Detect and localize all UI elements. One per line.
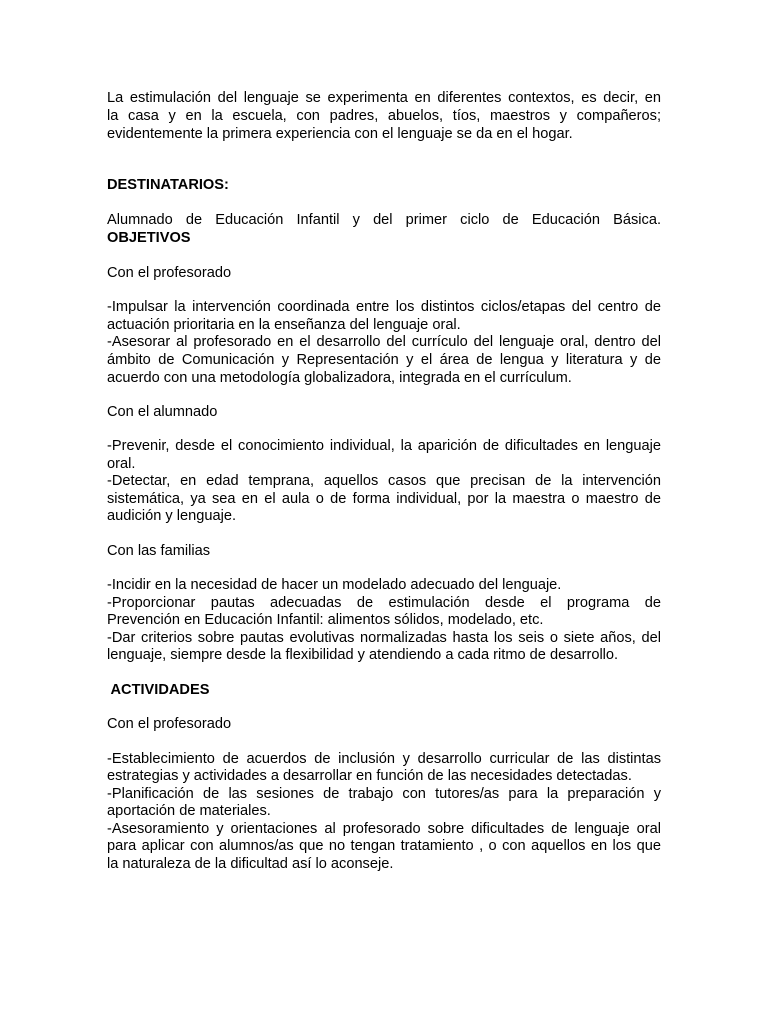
destinatarios-text: Alumnado de Educación Infantil y del primer ciclo de Educación Básica. (107, 212, 661, 228)
destinatarios-heading: DESTINATARIOS: (107, 177, 229, 193)
paragraph-line: -Proporcionar pautas adecuadas de estimulación desde el programa de (107, 595, 661, 611)
section-label: Con las familias (107, 543, 211, 559)
paragraph-line: -Dar criterios sobre pautas evolutivas normalizadas hasta los seis o siete años, del (107, 630, 661, 646)
paragraph-line: lenguaje, siempre desde la flexibilidad y atendiendo a cada ritmo de desarrollo. (107, 647, 619, 663)
paragraph-line: -Asesoramiento y orientaciones al profesorado sobre dificultades de lenguaje oral (107, 821, 661, 837)
paragraph-line: la naturaleza de la dificultad así lo aconseje. (107, 856, 394, 872)
paragraph-line: audición y lenguaje. (107, 508, 237, 524)
actividades-heading: ACTIVIDADES (107, 682, 210, 698)
section-label: Con el profesorado (107, 265, 232, 281)
paragraph-line: -Asesorar al profesorado en el desarrollo del currículo del lenguaje oral, dentro del (107, 334, 661, 350)
paragraph-line: oral. (107, 456, 136, 472)
paragraph-line: aportación de materiales. (107, 803, 271, 819)
paragraph-line: estrategias y actividades a desarrollar en función de las necesidades detectadas. (107, 768, 632, 784)
section-label: Con el alumnado (107, 404, 218, 420)
paragraph-line: Prevención en Educación Infantil: alimentos sólidos, modelado, etc. (107, 612, 544, 628)
paragraph-line: actuación prioritaria en la enseñanza del lenguaje oral. (107, 317, 461, 333)
intro-line: evidentemente la primera experiencia con el lenguaje se da en el hogar. (107, 126, 573, 142)
paragraph-line: -Impulsar la intervención coordinada entre los distintos ciclos/etapas del centro de (107, 299, 661, 315)
paragraph-line: sistemática, ya sea en el aula o de forma individual, por la maestra o maestro de (107, 491, 661, 507)
paragraph-line: -Prevenir, desde el conocimiento individual, la aparición de dificultades en lenguaje (107, 438, 661, 454)
paragraph-line: -Incidir en la necesidad de hacer un modelado adecuado del lenguaje. (107, 577, 562, 593)
intro-line: La estimulación del lenguaje se experimenta en diferentes contextos, es decir, en (107, 90, 661, 106)
paragraph-line: para aplicar con alumnos/as que no tengan tratamiento , o con aquellos en los que (107, 838, 661, 854)
section-label: Con el profesorado (107, 716, 232, 732)
paragraph-line: acuerdo con una metodología globalizadora, integrada en el currículum. (107, 370, 572, 386)
objetivos-heading: OBJETIVOS (107, 230, 191, 246)
paragraph-line: ámbito de Comunicación y Representación y el área de lengua y literatura y de (107, 352, 661, 368)
paragraph-line: -Detectar, en edad temprana, aquellos casos que precisan de la intervención (107, 473, 661, 489)
intro-line: la casa y en la escuela, con padres, abuelos, tíos, maestros y compañeros; (107, 108, 661, 124)
paragraph-line: -Establecimiento de acuerdos de inclusión y desarrollo curricular de las distintas (107, 751, 661, 767)
paragraph-line: -Planificación de las sesiones de trabajo con tutores/as para la preparación y (107, 786, 661, 802)
